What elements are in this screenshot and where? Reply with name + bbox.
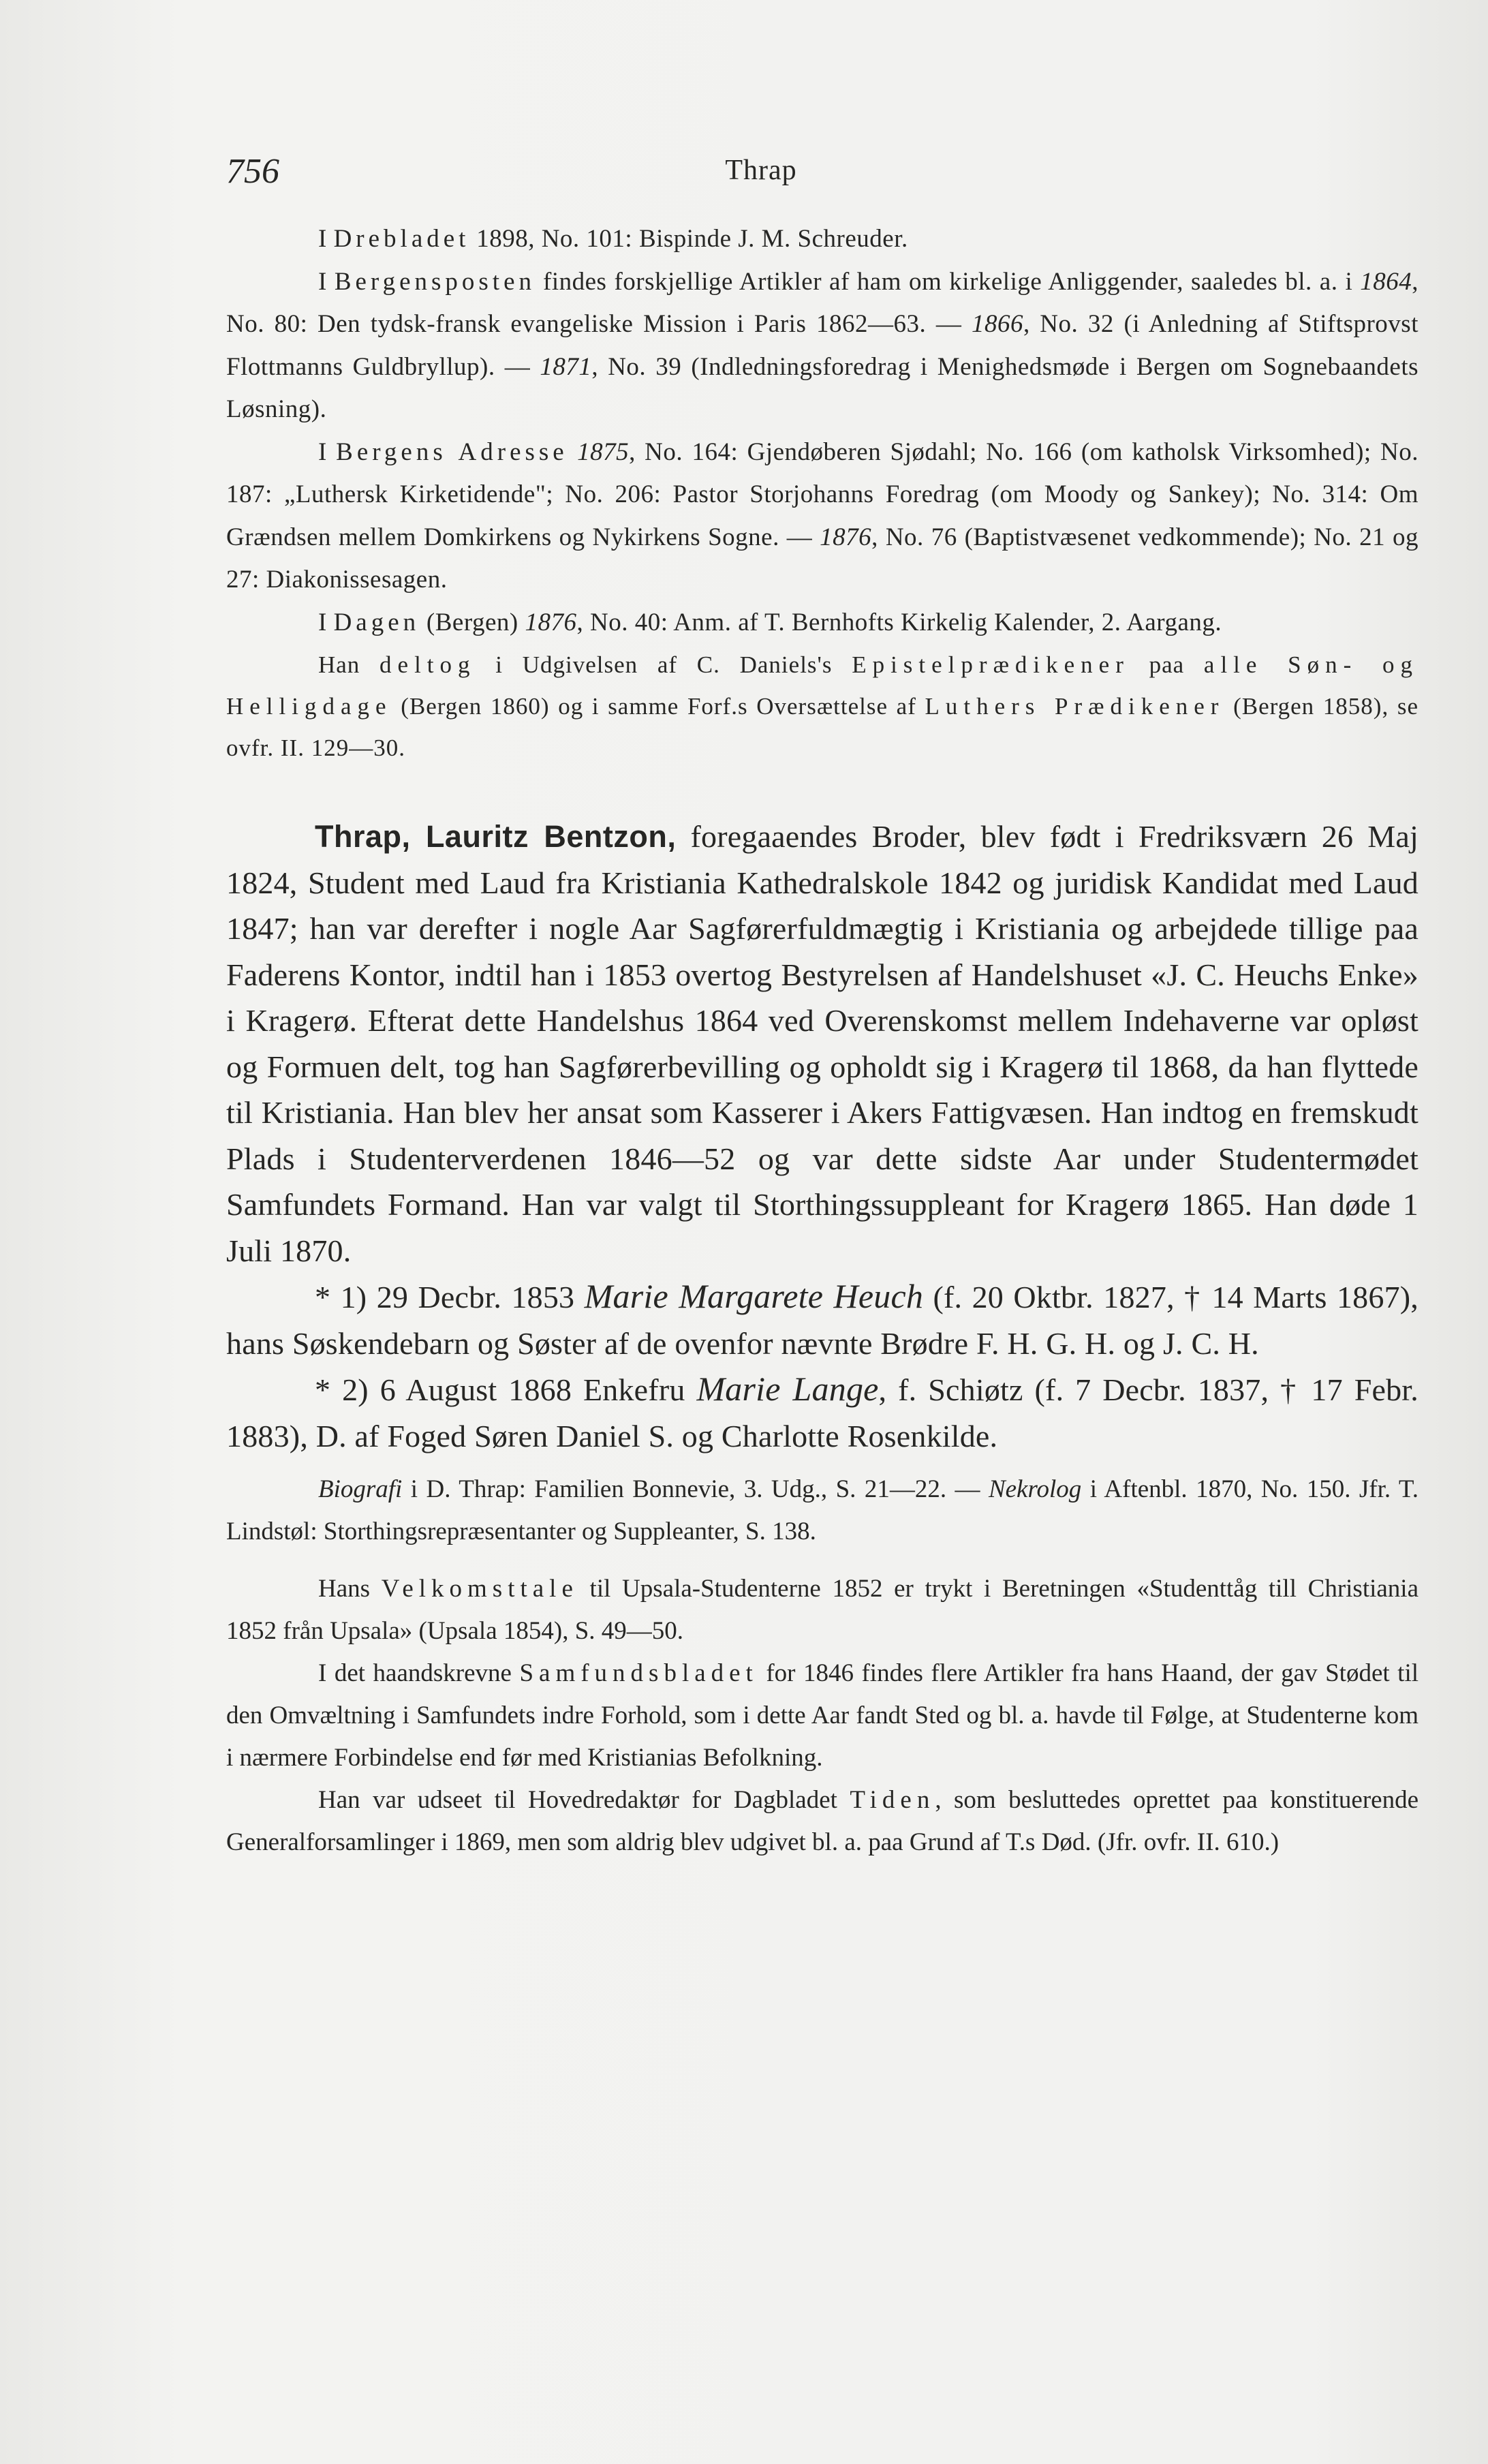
- text: Han var udseet til Hovedredaktør for Dagbladet: [318, 1786, 850, 1814]
- text: (Bergen): [420, 608, 525, 636]
- spaced-title: alle Søn- og Helligdage: [226, 651, 1419, 720]
- text: I: [318, 267, 335, 296]
- text: , No. 40: Anm. af T. Bernhofts Kirkelig Kalender, 2. Aargang.: [576, 608, 1222, 636]
- text: , som besluttedes oprettet paa konstituerende Generalforsamlinger i 1869, men som aldrig blev udgivet bl. a. paa Grund af T.s Død. (Jfr. ovfr. II. 610.): [226, 1786, 1419, 1856]
- spaced-title: Epistelprædikener: [852, 651, 1130, 678]
- note-paragraph: [226, 1468, 1419, 1553]
- year: 1876: [525, 608, 577, 636]
- text: Hans: [318, 1575, 382, 1603]
- text: I: [318, 225, 334, 253]
- entry-notes: [226, 1468, 1419, 1864]
- text: i D. Thrap: Familien Bonnevie, 3. Udg., S. 21—22. —: [402, 1475, 989, 1503]
- text: 1898, No. 101: Bispinde J. M. Schreuder.: [469, 225, 908, 253]
- text: findes forskjellige Artikler af ham om kirkelige Anliggender, saaledes bl. a. i: [536, 267, 1361, 296]
- note-paragraph: [226, 1652, 1419, 1779]
- spaced-word: Tiden: [850, 1786, 935, 1814]
- text: (Bergen 1860) og i samme Forf.s Oversættelse af: [392, 693, 925, 720]
- text: i Aftenbl. 1870, No. 150. Jfr. T. Lindstøl: Storthingsrepræsentanter og Suppleanter, S. 138.: [226, 1475, 1419, 1545]
- spaced-word: deltog: [379, 651, 476, 678]
- note-paragraph: [226, 1568, 1419, 1652]
- text: I: [318, 608, 334, 636]
- year: 1866: [971, 310, 1023, 338]
- text: I det haandskrevne: [318, 1659, 520, 1687]
- text: , No. 164: Gjendøberen Sjødahl; No. 166 (om katholsk Virksomhed); No. 187: „Luthersk Kirketidende"; No. 206: Pastor Storjohanns Foredrag (om Moody og Sankey); No. 314: Om Grændsen mellem Domkirkens og Nykirkens Sogne. —: [226, 437, 1419, 551]
- spaced-word: Velkomsttale: [381, 1575, 578, 1603]
- page-body: [226, 218, 1419, 1864]
- text: for 1846 findes flere Artikler fra hans Haand, der gav Stødet til den Omvæltning i Samfundets indre Forhold, som i dette Aar fandt Sted og bl. a. havde til Følge, at Studenterne kom i nærmere Forbindelse end før med Kristianias Befolkning.: [226, 1659, 1419, 1772]
- text: , No. 39 (Indledningsforedrag i Menighedsmøde i Bergen om Sognebaandets Løsning).: [226, 352, 1419, 423]
- spouse-name: Marie Lange: [696, 1370, 879, 1408]
- text: I: [318, 437, 337, 466]
- text: * 2) 6 August 1868 Enkefru: [315, 1372, 697, 1407]
- running-header: [226, 151, 1296, 192]
- text: , No. 76 (Baptistvæsenet vedkommende); No. 21 og 27: Diakonissesagen.: [226, 523, 1419, 594]
- text: , No. 80: Den tydsk-fransk evangeliske Mission i Paris 1862—63. —: [226, 267, 1419, 338]
- previous-entry-bibliography: [226, 218, 1419, 769]
- marriage-first: [226, 1274, 1419, 1366]
- running-title: Thrap: [725, 155, 797, 186]
- page-number: 756: [226, 152, 279, 191]
- bibliography-paragraph: [226, 218, 1419, 261]
- spaced-title: Dagen: [333, 608, 420, 636]
- bibliography-paragraph: [226, 431, 1419, 602]
- text: i Udgivelsen af C. Daniels's: [476, 651, 852, 678]
- text: , No. 32 (i Anledning af Stiftsprovst Flottmanns Guldbryllup). —: [226, 310, 1419, 381]
- text: til Upsala-Studenterne 1852 er trykt i Beretningen «Studenttåg till Christiania 1852 från Upsala» (Upsala 1854), S. 49—50.: [226, 1575, 1419, 1645]
- note-label: Biografi: [318, 1475, 403, 1503]
- text: Han: [318, 651, 380, 678]
- spaced-title: Bergensposten: [334, 267, 536, 296]
- year: 1876: [820, 523, 872, 551]
- biographical-entry: [226, 814, 1419, 1459]
- year: 1871: [540, 352, 592, 381]
- text: , f. Schiøtz (f. 7 Decbr. 1837, † 17 Febr. 1883), D. af Foged Søren Daniel S. og Charlotte Rosenkilde.: [226, 1372, 1419, 1453]
- bibliography-paragraph: [226, 261, 1419, 431]
- marriage-second: [226, 1366, 1419, 1459]
- spaced-word: Samfundsbladet: [519, 1659, 758, 1687]
- year: 1864: [1360, 267, 1412, 296]
- bibliography-paragraph: [226, 644, 1419, 769]
- text: (f. 20 Oktbr. 1827, † 14 Marts 1867), hans Søskendebarn og Søster af de ovenfor nævnte Brødre F. H. G. H. og J. C. H.: [226, 1280, 1419, 1361]
- year: 1875: [577, 437, 630, 466]
- text: [568, 438, 577, 466]
- entry-heading-name: Thrap, Lauritz Bentzon,: [315, 819, 677, 854]
- bibliography-paragraph: [226, 602, 1419, 645]
- entry-biography: [226, 814, 1419, 1274]
- text: * 1) 29 Decbr. 1853: [315, 1280, 585, 1314]
- spouse-name: Marie Margarete Heuch: [584, 1277, 924, 1315]
- spaced-title: Luthers Prædikener: [925, 693, 1225, 720]
- note-label: Nekrolog: [988, 1475, 1082, 1503]
- spacer: [226, 1553, 1419, 1568]
- text: paa: [1129, 651, 1204, 678]
- note-paragraph: [226, 1779, 1419, 1864]
- spaced-title: Drebladet: [333, 225, 470, 253]
- text: (Bergen 1858), se ovfr. II. 129—30.: [226, 693, 1419, 761]
- spaced-title: Bergens Adresse: [336, 437, 568, 466]
- biography-text: foregaaendes Broder, blev født i Fredriksværn 26 Maj 1824, Student med Laud fra Kristiania Kathedralskole 1842 og juridisk Kandidat med Laud 1847; han var derefter i nogle Aar Sagførerfuldmægtig i Kristiania og arbejdede tillige paa Faderens Kontor, indtil han i 1853 overtog Bestyrelsen af Handelshuset «J. C. Heuchs Enke» i Kragerø. Efterat dette Handelshus 1864 ved Overenskomst mellem Indehaverne var opløst og Formuen delt, tog han Sagførerbevilling og opholdt sig i Kragerø til 1868, da han flyttede til Kristiania. Han blev her ansat som Kasserer i Akers Fattigvæsen. Han indtog en fremskudt Plads i Studenterverdenen 1846—52 og var dette sidste Aar under Studentermødet Samfundets Formand. Han var valgt til Storthingssuppleant for Kragerø 1865. Han døde 1 Juli 1870.: [226, 819, 1419, 1268]
